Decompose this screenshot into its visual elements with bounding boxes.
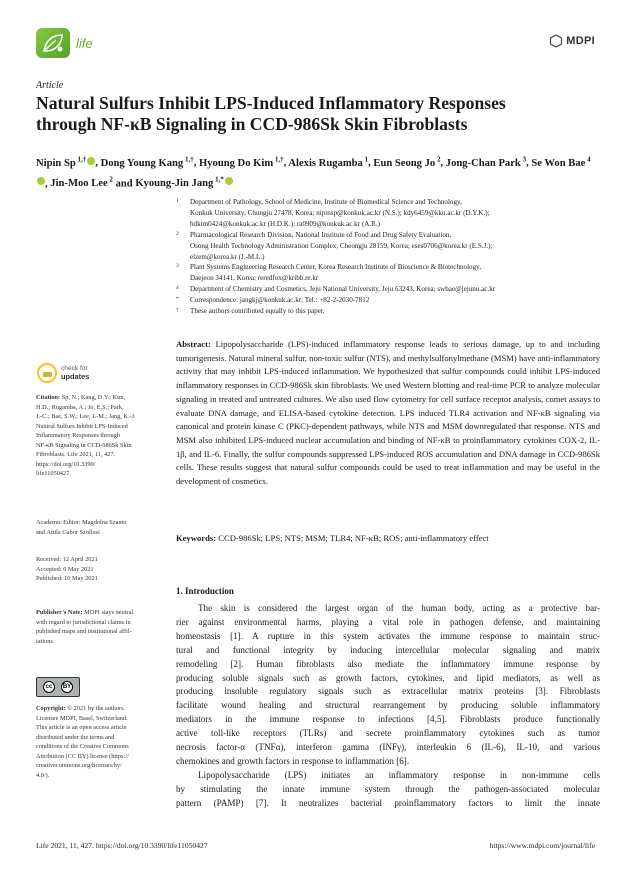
paragraph-line: pattern (PAMP) [7]. It neutralizes bacterial proinflammatory factors to limit the innate	[176, 797, 600, 808]
check-updates-line1: check for	[61, 364, 88, 372]
copyright-line: Copyright: © 2021 by the authors.	[36, 705, 126, 712]
footer-citation: Life 2021, 11, 427. https://doi.org/10.3390/life11050427	[36, 841, 208, 850]
paragraph-line: mediators in the immune response to infections [4,5]. Fibroblasts produce functionally	[176, 714, 600, 725]
citation-line: H.D.; Rugamba, A.; Jo, E.S.; Park,	[36, 403, 124, 411]
author-name: Jong-Chan Park	[445, 157, 521, 169]
author-affiliation-marker: 2	[107, 175, 113, 184]
paragraph-line: tural and functional integrity by inducing intercellular molecular signaling and matrix	[176, 644, 600, 655]
editor-line: and Attila Gabor Szollosi	[36, 528, 100, 536]
author-affiliation-marker: 4	[585, 155, 591, 163]
affiliation-item	[176, 262, 596, 284]
author	[135, 175, 233, 190]
affiliation-line: Pharmacological Research Division, National Institute of Food and Drug Safety Evaluation,	[190, 230, 452, 239]
copyright-line: distributed under the terms and	[36, 733, 115, 741]
affiliation-line: Konkuk University, Chungju 27478, Korea; nipinsp@konkuk.ac.kr (N.S.); kdy6459@kku.ac.kr (D.Y.K.);	[190, 208, 490, 217]
keywords-text: CCD-986Sk; LPS; NTS; MSM; TLR4; NF-κB; ROS; anti-inflammatory effect	[218, 533, 489, 543]
journal-logo	[36, 28, 93, 58]
article-title	[36, 93, 596, 135]
affiliation-line: Correspondence: jangkj@konkuk.ac.kr; Tel.: +82-2-2030-7812	[190, 296, 370, 305]
orcid-icon[interactable]	[87, 157, 95, 165]
abstract-text: Lipopolysaccharide (LPS)-induced inflammatory response leads to serious damage, up to and including tumorigenesis. Natural mineral sulfur, non-toxic sulfur (NTS), and methylsulfonylmethane (MSM) have anti-inflammatory activity that may inhibit LPS-induced inflammation. We hypothesized that sulfur compounds could inhibit LPS-induced inflammatory responses in CCD-986Sk skin fibroblasts. We used Western blotting and real-time PCR to analyze molecular signaling in treated and untreated cultures. We also used flow cytometry for cell surface receptor analysis, comet assays to evaluate DNA damage, and ELISA-based cytokine detection. LPS induced TLR4 activation and NF-κB signaling via canonical and protein kinase C (PKC)-dependent pathways, while NTS and MSM downregulated that response. NTS and MSM also inhibited LPS-induced nuclear accumulation and binding of NF-κB to proinflammatory cytokines COX-2, IL-1β, and IL-6. Finally, the sulfur compounds suppressed LPS-induced ROS accumulation and DNA damage in CCD-986Sk cells. These results suggest that natural sulfur compounds could be used to treat inflammation and may be useful in the development of cosmetics.	[176, 339, 600, 487]
keywords-label: Keywords:	[176, 533, 217, 543]
publisher-note	[36, 608, 140, 646]
author-affiliation-marker: 1,*	[213, 175, 224, 184]
copyright-line: Attribution (CC BY) license (https://	[36, 752, 129, 760]
affiliation-item	[176, 295, 596, 306]
date-line: Received: 12 April 2021	[36, 556, 98, 563]
paragraph-line: producing insoluble regulatory signals such as extracellular matrix proteins [3]. Fibroblasts	[176, 686, 600, 697]
paragraph-line: Lipopolysaccharide (LPS) initiates an inflammatory response in non-immune cells	[198, 769, 600, 780]
title-line: Natural Sulfurs Inhibit LPS-Induced Inflammatory Responses	[36, 93, 506, 113]
paragraph-line: necrosis factor-α (TNFα), interferon gamma (INFγ), interleukin 6 (IL-6), IL-10, and various	[176, 742, 600, 753]
citation-block	[36, 393, 140, 479]
date-line: Accepted: 6 May 2021	[36, 565, 94, 573]
publisher-name: MDPI	[566, 35, 595, 47]
copyright-line-label: Copyright:	[36, 705, 66, 712]
keywords	[176, 533, 600, 543]
introduction-body	[176, 602, 600, 811]
author-name: Dong Young Kang	[100, 157, 184, 169]
copyright-block	[36, 704, 140, 780]
citation-line: life11050427	[36, 470, 70, 477]
author	[373, 155, 441, 169]
academic-editor	[36, 518, 140, 537]
paragraph-line: rier against environmental harms, playing a vital role in pathogen defense, and maintaining	[176, 616, 600, 627]
affiliation-line: Department of Pathology, School of Medicine, Institute of Biomedical Science and Technology,	[190, 198, 462, 206]
author-list: Nipin Sp $^{1,\dagger}$ , Dong Young Kang $^{1,\dagger}$, Hyoung Do Kim $^{1,\dagger}$, Alexis Rugamba $^1$, Eun Seong Jo $^2$, Jong-Chan Park $^3$, Se Won Bae $^4$, Jin-Moo Lee $^2$ and Kyoung-Jin Jang $^{1,*}$	[36, 155, 591, 190]
author	[198, 155, 284, 169]
copyright-line: conditions of the Creative Commons	[36, 743, 129, 750]
affiliation-number: †	[176, 307, 179, 314]
author-name: Jin-Moo Lee	[50, 178, 108, 190]
author-name: Eun Seong Jo	[373, 157, 436, 169]
check-for-updates-badge[interactable]	[37, 363, 89, 383]
author-name: Hyoung Do Kim	[198, 157, 274, 169]
author	[288, 155, 369, 169]
paragraph-line: chemokines and growth factors in response to inflammation [6].	[176, 755, 410, 766]
affiliation-line: Osong Health Technology Administration Complex, Cheongju 28159, Korea; eses0706@korea.kr (E.S.J.);	[190, 241, 493, 250]
author-name: Kyoung-Jin Jang	[135, 178, 214, 190]
publisher-note-line: Publisher’s Note: MDPI stays neutral	[36, 609, 134, 616]
check-updates-line2: updates	[61, 371, 90, 381]
mdpi-hexagon-icon	[549, 34, 563, 48]
publisher-note-line-label: Publisher’s Note:	[36, 609, 83, 616]
check-updates-icon	[37, 363, 57, 383]
publisher-note-line: iations.	[36, 637, 55, 645]
affiliation-item	[176, 284, 596, 295]
author-name: Nipin Sp	[36, 157, 76, 169]
citation-line: Fibroblasts. Life 2021, 11, 427.	[36, 451, 116, 458]
paragraph-line: homeostasis [1]. A rupture in this system activates the immune response to maintain struc-	[176, 630, 600, 641]
copyright-line: Licensee MDPI, Basel, Switzerland.	[36, 714, 128, 722]
author-name: Se Won Bae	[531, 157, 586, 169]
author	[50, 175, 113, 190]
citation-line: Inflammatory Responses through	[36, 432, 120, 439]
affiliation-item	[176, 306, 596, 317]
publisher-note-line: published maps and institutional affil-	[36, 628, 132, 635]
life-leaf-icon	[36, 28, 70, 58]
citation-line: Natural Sulfurs Inhibit LPS-Induced	[36, 422, 128, 430]
affiliation-number: 1	[176, 198, 179, 204]
cc-by-license-badge[interactable]	[36, 677, 80, 697]
citation-line: https://doi.org/10.3390/	[36, 460, 96, 468]
author-affiliation-marker: 1,†	[273, 155, 284, 163]
author-affiliation-marker: 1	[362, 155, 369, 163]
publication-dates	[36, 555, 140, 584]
affiliation-item	[176, 230, 596, 263]
affiliation-line: Department of Chemistry and Cosmetics, Jeju National University, Jeju 63243, Korea; swbae@jejunu.ac.kr	[190, 285, 496, 294]
affiliation-item	[176, 197, 596, 230]
author-affiliation-marker: 2	[435, 155, 441, 163]
article-type: Article	[36, 80, 64, 91]
author-affiliation-marker: 1,†	[183, 155, 194, 163]
citation-line: J.-C.; Bae, S.W.; Lee, J.-M.; Jang, K.-J.	[36, 413, 136, 420]
footer-journal-url[interactable]: https://www.mdpi.com/journal/life	[489, 841, 595, 850]
copyright-line: creativecommons.org/licenses/by/	[36, 762, 122, 769]
paragraph-line: by stimulating the innate immune system through the pathogen-associated molecular	[176, 783, 600, 794]
author-affiliation-marker: 3	[520, 155, 527, 163]
affiliation-line: Plant Systems Engineering Research Center, Korea Research Institute of Bioscience & Biotechnology,	[190, 263, 482, 272]
affiliation-line: Daejeon 34141, Korea; reredfox@kribb.re.kr	[190, 274, 319, 283]
affiliation-number: 2	[176, 230, 179, 237]
affiliations	[176, 197, 596, 317]
paragraph-line: producing soluble signals such as growth factors, cytokines, and lipid mediators, as well as	[176, 672, 600, 683]
citation-line: Citation: Sp, N.; Kang, D.Y.; Kim,	[36, 394, 126, 401]
affiliation-line: elzem@korea.kr (J.-M.L.)	[190, 252, 265, 261]
abstract-label: Abstract:	[176, 339, 211, 349]
affiliation-line: hdkim0424@konkuk.ac.kr (H.D.K.); ra0909@konkuk.ac.kr (A.R.)	[190, 219, 380, 228]
paragraph-line: active toll-like receptors (TLRs) and secrete proinflammatory cytokines such as tumor	[176, 728, 600, 739]
journal-name: life	[76, 35, 93, 51]
publisher-logo	[549, 34, 595, 48]
citation-line: NF-κB Signaling in CCD-986Sk Skin	[36, 441, 132, 449]
paragraph-line: facilitate wound healing and structural rearrangement by producing soluble inflammatory	[176, 700, 600, 711]
title-line: through NF-κB Signaling in CCD-986Sk Skin Fibroblasts	[36, 114, 468, 134]
publisher-note-line: with regard to jurisdictional claims in	[36, 618, 131, 626]
by-icon: BY	[61, 681, 73, 693]
date-line: Published: 10 May 2021	[36, 575, 98, 582]
citation-line-label: Citation:	[36, 394, 61, 401]
affiliation-line: These authors contributed equally to this paper.	[190, 307, 325, 316]
abstract	[176, 338, 600, 489]
orcid-icon[interactable]	[37, 177, 45, 185]
affiliation-number: 4	[176, 285, 179, 292]
copyright-line: This article is an open access article	[36, 724, 127, 731]
author	[445, 155, 527, 169]
copyright-line: 4.0/).	[36, 771, 50, 779]
paragraph-line: The skin is considered the largest organ of the human body, acting as a protective bar-	[198, 603, 600, 613]
author	[36, 155, 95, 169]
section-heading: 1. Introduction	[176, 586, 234, 596]
paragraph-line: remodeling [2]. Human fibroblasts also mediate the inflammatory immune response by	[176, 658, 600, 669]
author-affiliation-marker: 1,†	[75, 155, 87, 163]
cc-icon: cc	[43, 681, 55, 693]
affiliation-number: 3	[176, 263, 179, 270]
affiliation-number: *	[176, 296, 179, 303]
author	[100, 155, 194, 169]
editor-line: Academic Editor: Magdolna Szanto	[36, 519, 127, 526]
orcid-icon[interactable]	[225, 177, 233, 185]
author-name: Alexis Rugamba	[288, 157, 363, 169]
